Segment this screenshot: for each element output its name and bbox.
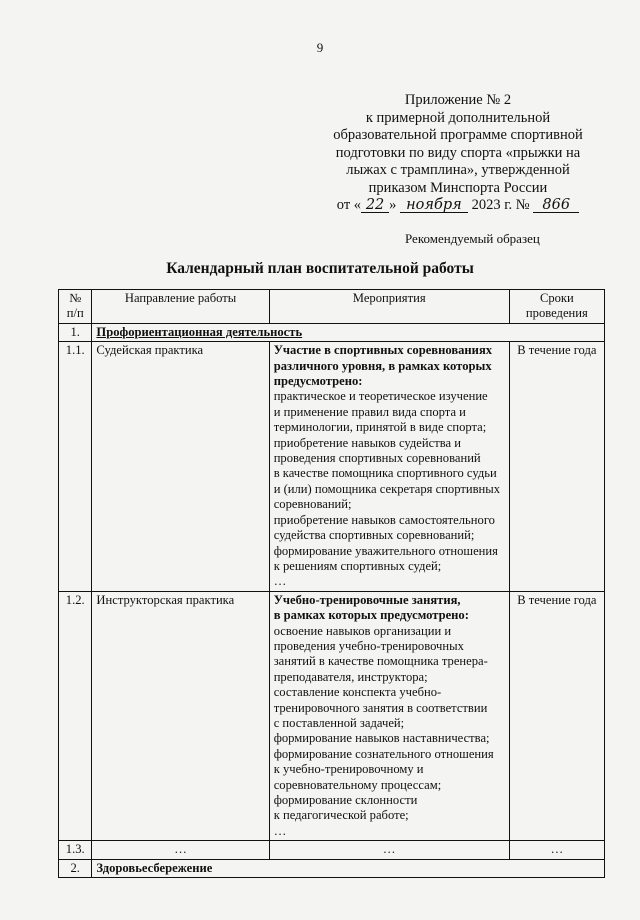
page-number: 9 xyxy=(316,40,324,55)
section-row xyxy=(59,323,605,341)
handwritten-month: ноября xyxy=(400,198,468,213)
date-separator: » xyxy=(389,197,397,213)
activity-title: различного уровня, в рамках которых xyxy=(273,358,492,373)
activity-line: и применение правил вида спорта и xyxy=(273,404,466,419)
row-direction: Инструкторская практика xyxy=(92,591,269,841)
row-num: 1.1. xyxy=(59,342,92,592)
row-num: 1.3. xyxy=(59,841,92,859)
header-num: № п/п xyxy=(59,290,92,324)
activity-line: к педагогической работе; xyxy=(273,808,409,823)
activity-line: приобретение навыков судейства и xyxy=(273,435,461,450)
activity-line: формирование склонности xyxy=(273,793,418,807)
activity-line: освоение навыков организации и xyxy=(273,623,452,638)
header-direction: Направление работы xyxy=(92,290,269,324)
section-title: Профориентационная деятельность xyxy=(92,323,605,341)
header-activities: Мероприятия xyxy=(269,290,509,324)
activity-line: терминологии, принятой в виде спорта; xyxy=(273,420,487,435)
activity-line: проведения спортивных соревнований xyxy=(273,451,481,466)
activity-line: практическое и теоретическое изучение xyxy=(273,389,488,404)
row-terms: … xyxy=(509,841,604,859)
activity-line: занятий в качестве помощника тренера- xyxy=(273,654,488,669)
activity-line: соревнований; xyxy=(273,497,352,512)
activity-line: приобретение навыков самостоятельного xyxy=(273,512,495,527)
table-row xyxy=(59,342,605,592)
activity-line: к решениям спортивных судей; xyxy=(273,558,442,573)
handwritten-day: 22 xyxy=(361,198,389,213)
row-terms: В течение года xyxy=(509,591,604,841)
appendix-line: образовательной программе спортивной xyxy=(333,127,583,143)
table-row xyxy=(59,841,605,859)
activity-line: проведения учебно-тренировочных xyxy=(273,638,464,653)
sample-label: Рекомендуемый образец xyxy=(405,231,540,246)
activity-line: … xyxy=(273,823,287,838)
activity-line: формирование сознательного отношения xyxy=(273,746,494,761)
activity-line: судейства спортивных соревнований; xyxy=(273,528,475,543)
row-activities: … xyxy=(269,841,509,859)
activity-line: составление конспекта учебно- xyxy=(273,685,442,700)
activity-title: Учебно-тренировочные занятия, xyxy=(273,592,461,607)
appendix-line: к примерной дополнительной xyxy=(365,109,551,126)
activity-line: с поставленной задачей; xyxy=(273,715,405,730)
appendix-line: подготовки по виду спорта «прыжки на xyxy=(335,144,581,161)
handwritten-order-number: 866 xyxy=(533,198,579,213)
activity-line: и (или) помощника секретаря спортивных xyxy=(273,481,501,496)
appendix-line: Приложение № 2 xyxy=(404,92,512,108)
date-year: 2023 г. № xyxy=(471,197,530,213)
activity-line: формирование навыков наставничества; xyxy=(273,731,490,746)
table-row xyxy=(59,591,605,841)
section-row xyxy=(59,859,605,877)
row-direction: Судейская практика xyxy=(92,342,269,592)
appendix-line: лыжах с трамплина», утвержденной xyxy=(346,162,570,178)
order-date-line xyxy=(318,197,598,215)
document-title: Календарный план воспитательной работы xyxy=(166,260,474,277)
section-title: Здоровьесбережение xyxy=(92,859,605,877)
table-header-row xyxy=(59,290,605,324)
row-num: 1.2. xyxy=(59,591,92,841)
activity-title: в рамках которых предусмотрено: xyxy=(273,608,469,623)
appendix-header xyxy=(318,92,598,215)
activity-title: Участие в спортивных соревнованиях xyxy=(273,343,493,358)
activity-line: тренировочного занятия в соответствии xyxy=(273,700,488,715)
plan-table xyxy=(58,289,605,878)
date-prefix: от « xyxy=(336,197,362,213)
row-activities xyxy=(269,591,509,841)
activity-line: формирование уважительного отношения xyxy=(273,543,498,558)
header-terms: Сроки проведения xyxy=(509,290,604,324)
row-direction: … xyxy=(92,841,269,859)
activity-line: в качестве помощника спортивного судьи xyxy=(273,466,497,481)
activity-line: соревновательному процессам; xyxy=(273,777,442,792)
activity-line: к учебно-тренировочному и xyxy=(273,762,424,777)
activity-title: предусмотрено: xyxy=(273,374,363,389)
activity-line: … xyxy=(273,574,287,589)
row-activities xyxy=(269,342,509,592)
section-num: 2. xyxy=(59,859,92,877)
section-num: 1. xyxy=(59,323,92,341)
row-terms: В течение года xyxy=(509,342,604,592)
appendix-line: приказом Минспорта России xyxy=(368,179,548,196)
activity-line: преподавателя, инструктора; xyxy=(273,669,428,684)
